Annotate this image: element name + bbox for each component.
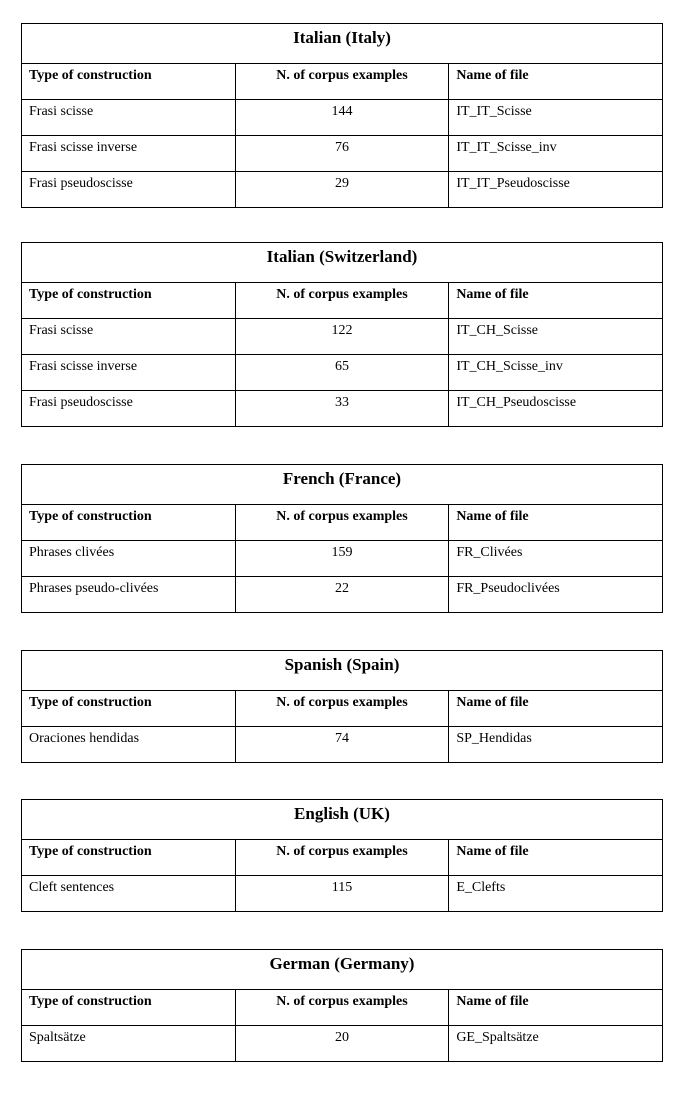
table-title-row	[22, 651, 663, 691]
table-header-row	[22, 505, 663, 541]
table-title: French (France)	[22, 465, 663, 505]
header-type-of-construction: Type of construction	[22, 990, 236, 1026]
table-italian-italy	[21, 23, 663, 208]
cell-count: 33	[235, 391, 449, 427]
table-header-row	[22, 283, 663, 319]
header-name-of-file: Name of file	[449, 505, 663, 541]
cell-type: Spaltsätze	[22, 1026, 236, 1062]
table-header-row	[22, 990, 663, 1026]
table-title: Italian (Switzerland)	[22, 243, 663, 283]
table-title: German (Germany)	[22, 950, 663, 990]
table-french-france	[21, 464, 663, 613]
cell-file: IT_IT_Scisse_inv	[449, 136, 663, 172]
table-header-row	[22, 64, 663, 100]
cell-count: 76	[235, 136, 449, 172]
table-title-row	[22, 243, 663, 283]
table-title-row	[22, 800, 663, 840]
cell-file: E_Clefts	[449, 876, 663, 912]
header-type-of-construction: Type of construction	[22, 505, 236, 541]
cell-file: IT_IT_Scisse	[449, 100, 663, 136]
table-italian-switzerland	[21, 242, 663, 427]
header-type-of-construction: Type of construction	[22, 691, 236, 727]
cell-type: Phrases pseudo-clivées	[22, 577, 236, 613]
header-type-of-construction: Type of construction	[22, 64, 236, 100]
table-title: Spanish (Spain)	[22, 651, 663, 691]
header-name-of-file: Name of file	[449, 691, 663, 727]
table-row	[22, 876, 663, 912]
table-title-row	[22, 24, 663, 64]
cell-file: GE_Spaltsätze	[449, 1026, 663, 1062]
table-row	[22, 577, 663, 613]
table-row	[22, 136, 663, 172]
header-corpus-examples: N. of corpus examples	[235, 283, 449, 319]
cell-count: 122	[235, 319, 449, 355]
header-corpus-examples: N. of corpus examples	[235, 505, 449, 541]
table-row	[22, 100, 663, 136]
cell-count: 29	[235, 172, 449, 208]
header-type-of-construction: Type of construction	[22, 840, 236, 876]
cell-type: Frasi scisse	[22, 100, 236, 136]
cell-file: IT_CH_Scisse_inv	[449, 355, 663, 391]
table-row	[22, 727, 663, 763]
cell-count: 115	[235, 876, 449, 912]
header-corpus-examples: N. of corpus examples	[235, 64, 449, 100]
header-name-of-file: Name of file	[449, 840, 663, 876]
table-row	[22, 319, 663, 355]
cell-file: FR_Pseudoclivées	[449, 577, 663, 613]
table-header-row	[22, 691, 663, 727]
cell-file: IT_CH_Pseudoscisse	[449, 391, 663, 427]
table-english-uk	[21, 799, 663, 912]
table-row	[22, 172, 663, 208]
cell-type: Frasi pseudoscisse	[22, 391, 236, 427]
cell-file: IT_IT_Pseudoscisse	[449, 172, 663, 208]
header-name-of-file: Name of file	[449, 283, 663, 319]
cell-file: IT_CH_Scisse	[449, 319, 663, 355]
cell-file: SP_Hendidas	[449, 727, 663, 763]
table-title-row	[22, 950, 663, 990]
table-title: Italian (Italy)	[22, 24, 663, 64]
cell-count: 65	[235, 355, 449, 391]
table-row	[22, 391, 663, 427]
header-type-of-construction: Type of construction	[22, 283, 236, 319]
cell-count: 74	[235, 727, 449, 763]
header-corpus-examples: N. of corpus examples	[235, 691, 449, 727]
cell-count: 144	[235, 100, 449, 136]
header-corpus-examples: N. of corpus examples	[235, 990, 449, 1026]
cell-type: Frasi pseudoscisse	[22, 172, 236, 208]
table-row	[22, 1026, 663, 1062]
header-name-of-file: Name of file	[449, 990, 663, 1026]
cell-type: Frasi scisse	[22, 319, 236, 355]
cell-type: Cleft sentences	[22, 876, 236, 912]
cell-type: Oraciones hendidas	[22, 727, 236, 763]
table-spanish-spain	[21, 650, 663, 763]
table-row	[22, 541, 663, 577]
cell-count: 22	[235, 577, 449, 613]
cell-type: Phrases clivées	[22, 541, 236, 577]
header-name-of-file: Name of file	[449, 64, 663, 100]
table-german-germany	[21, 949, 663, 1062]
cell-type: Frasi scisse inverse	[22, 355, 236, 391]
cell-count: 159	[235, 541, 449, 577]
table-title-row	[22, 465, 663, 505]
cell-count: 20	[235, 1026, 449, 1062]
cell-type: Frasi scisse inverse	[22, 136, 236, 172]
table-header-row	[22, 840, 663, 876]
cell-file: FR_Clivées	[449, 541, 663, 577]
header-corpus-examples: N. of corpus examples	[235, 840, 449, 876]
table-title: English (UK)	[22, 800, 663, 840]
table-row	[22, 355, 663, 391]
